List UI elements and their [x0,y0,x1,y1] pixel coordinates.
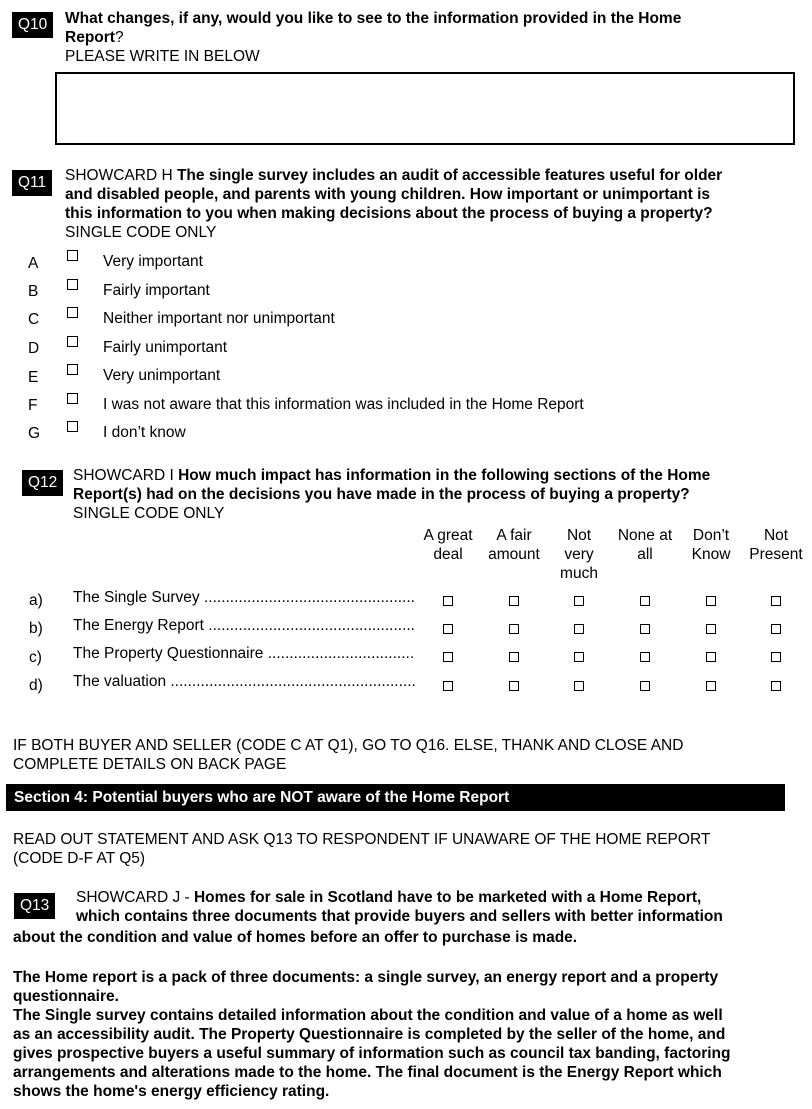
row-label: The Property Questionnaire ..... [73,644,415,663]
row-code: d) [29,677,43,694]
row-b-fair-amount-checkbox[interactable] [509,624,519,634]
read-out-line2: (CODE D-F AT Q5) [13,850,146,867]
row-c-not-very-much-checkbox[interactable] [574,652,584,662]
q10-question-line2: Report [65,29,115,46]
row-c-not-present-checkbox[interactable] [771,652,781,662]
col-header-fair-amount [479,526,549,564]
para1-line: questionnaire. [13,988,119,1005]
q13-paragraph-1 [13,968,803,1006]
para2-line: gives prospective buyers a useful summary of information such as council tax banding, factoring [13,1045,731,1062]
q11-showcard: SHOWCARD H [65,167,173,184]
option-b-checkbox[interactable] [67,279,78,290]
row-c-dont-know-checkbox[interactable] [706,652,716,662]
q11-question-line1: The single survey includes an audit of accessible features useful for older [176,167,723,184]
col-header-line: A great [423,527,473,544]
q13-showcard: SHOWCARD J - [76,889,190,906]
q12-question-line1: How much impact has information in the following sections of the Home [178,467,711,484]
option-code: G [28,425,41,442]
col-header-line: much [560,565,598,582]
col-header-line: all [637,546,653,563]
row-label: The valuation ..... [73,672,415,691]
q12-badge: Q12 [22,470,63,496]
read-out-line1: READ OUT STATEMENT AND ASK Q13 TO RESPONDENT IF UNAWARE OF THE HOME REPORT [13,831,711,848]
row-a-not-very-much-checkbox[interactable] [574,596,584,606]
q10-answer-box[interactable] [55,72,795,145]
col-header-line: Not [566,527,592,544]
q10-question [65,9,681,66]
option-label: Very unimportant [103,367,221,384]
q13-badge: Q13 [14,893,55,919]
option-label: Neither important nor unimportant [103,310,335,327]
col-header-not-very-much [544,526,614,583]
row-code: c) [29,649,42,666]
row-b-not-present-checkbox[interactable] [771,624,781,634]
option-code: D [28,340,40,357]
row-b-none-at-all-checkbox[interactable] [640,624,650,634]
para2-line: The Single survey contains detailed information about the condition and value of a home as well [13,1007,723,1024]
col-header-great-deal [413,526,483,564]
routing-line1: IF BOTH BUYER AND SELLER (CODE C AT Q1), GO TO Q16. ELSE, THANK AND CLOSE AND [13,737,684,754]
para1-line: The Home report is a pack of three documents: a single survey, an energy report and a property [13,969,719,986]
row-label: The Single Survey ..... [73,588,415,607]
option-code: B [28,283,39,300]
row-c-great-deal-checkbox[interactable] [443,652,453,662]
q10-question-line1: What changes, if any, would you like to see to the information provided in the Home [65,10,682,27]
q11-instruction: SINGLE CODE ONLY [65,224,217,241]
row-d-dont-know-checkbox[interactable] [706,681,716,691]
row-a-fair-amount-checkbox[interactable] [509,596,519,606]
col-header-none-at-all [610,526,680,564]
option-c-checkbox[interactable] [67,307,78,318]
option-code: A [28,255,39,272]
row-a-dont-know-checkbox[interactable] [706,596,716,606]
q13-question-line1: Homes for sale in Scotland have to be marketed with a Home Report, [193,889,702,906]
row-a-none-at-all-checkbox[interactable] [640,596,650,606]
col-header-line: amount [488,546,540,563]
para2-line: as an accessibility audit. The Property Questionnaire is completed by the seller of the home, and [13,1026,726,1043]
row-c-fair-amount-checkbox[interactable] [509,652,519,662]
col-header-line: Know [691,546,731,563]
para2-line: shows the home's energy efficiency rating. [13,1083,330,1100]
row-a-not-present-checkbox[interactable] [771,596,781,606]
option-code: F [28,397,38,414]
q13-question-line3: about the condition and value of homes before an offer to purchase is made. [13,929,578,946]
option-code: E [28,369,39,386]
option-label: Fairly important [103,282,210,299]
section-4-read-out [13,830,710,868]
row-code: b) [29,620,43,637]
q13-paragraph-2 [13,1006,808,1101]
col-header-not-present [741,526,811,564]
row-label: The Energy Report ..... [73,616,415,635]
option-e-checkbox[interactable] [67,364,78,375]
row-d-great-deal-checkbox[interactable] [443,681,453,691]
routing-line2: COMPLETE DETAILS ON BACK PAGE [13,756,287,773]
q13-question-line2: which contains three documents that provide buyers and sellers with better information [76,908,723,925]
row-a-great-deal-checkbox[interactable] [443,596,453,606]
q12-showcard: SHOWCARD I [73,467,174,484]
row-d-none-at-all-checkbox[interactable] [640,681,650,691]
q13-question-top [76,888,806,926]
option-f-checkbox[interactable] [67,393,78,404]
section-4-header: Section 4: Potential buyers who are NOT aware of the Home Report [6,784,785,811]
col-header-line: Don’t [692,527,730,544]
col-header-line: Not [763,527,789,544]
row-d-not-present-checkbox[interactable] [771,681,781,691]
row-c-none-at-all-checkbox[interactable] [640,652,650,662]
option-label: Fairly unimportant [103,339,228,356]
q10-instruction: PLEASE WRITE IN BELOW [65,48,260,65]
col-header-line: Present [749,546,803,563]
col-header-line: A fair [496,527,532,544]
option-label: I don’t know [103,424,186,441]
q11-question-line2: and disabled people, and parents with young children. How important or unimportant is [65,186,711,203]
q10-badge: Q10 [12,12,53,38]
option-label: Very important [103,253,203,270]
row-d-fair-amount-checkbox[interactable] [509,681,519,691]
q11-question-line3: this information to you when making decisions about the process of buying a property? [65,205,713,222]
q12-question [73,466,803,523]
row-b-not-very-much-checkbox[interactable] [574,624,584,634]
row-b-great-deal-checkbox[interactable] [443,624,453,634]
col-header-line: deal [433,546,463,563]
option-d-checkbox[interactable] [67,336,78,347]
option-a-checkbox[interactable] [67,250,78,261]
row-d-not-very-much-checkbox[interactable] [574,681,584,691]
option-g-checkbox[interactable] [67,421,78,432]
para2-line: arrangements and alterations made to the home. The final document is the Energy Report which [13,1064,722,1081]
q11-question [65,166,805,242]
option-label: I was not aware that this information was included in the Home Report [103,396,584,413]
routing-instruction [13,736,683,774]
q11-badge: Q11 [12,170,52,196]
col-header-line: None at [617,527,673,544]
option-code: C [28,311,40,328]
q12-instruction: SINGLE CODE ONLY [73,505,225,522]
q12-question-line2: Report(s) had on the decisions you have made in the process of buying a property? [73,486,690,503]
col-header-dont-know [676,526,746,564]
row-code: a) [29,592,43,609]
q10-question-tail: ? [114,29,124,46]
col-header-line: very [564,546,594,563]
row-b-dont-know-checkbox[interactable] [706,624,716,634]
